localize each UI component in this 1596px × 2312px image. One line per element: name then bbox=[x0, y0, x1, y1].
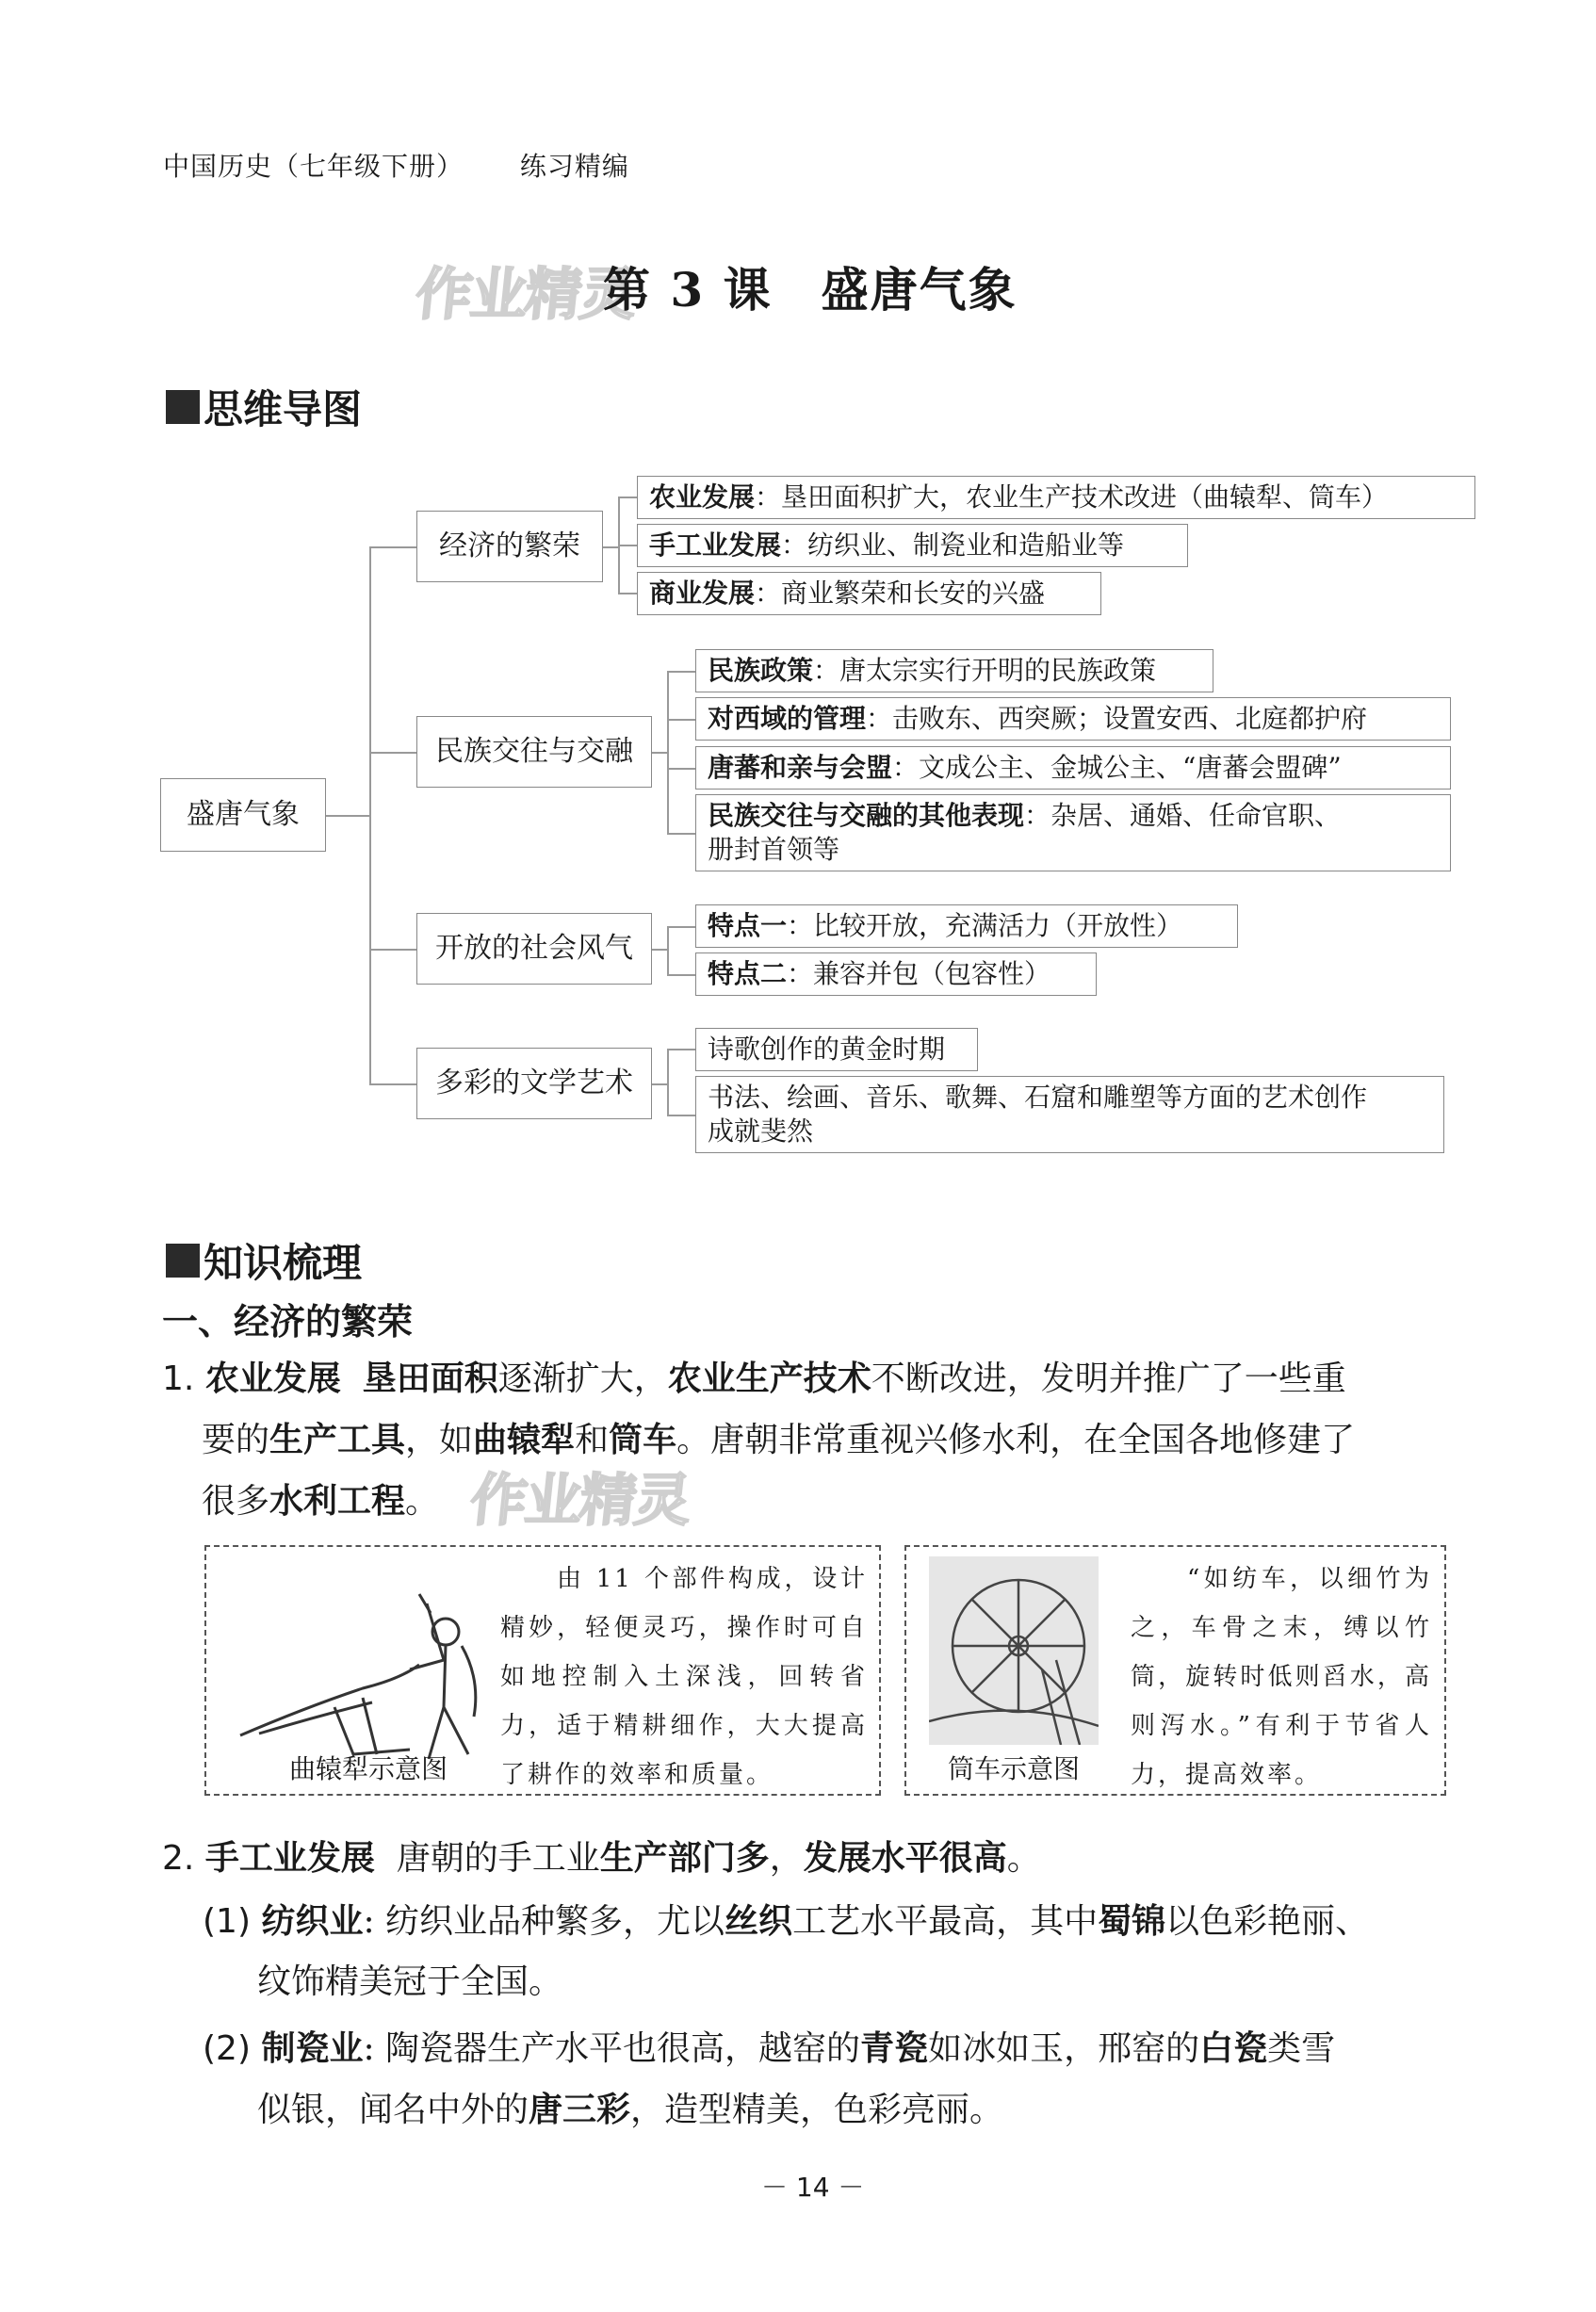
figure-caption: 曲辕犁示意图 bbox=[289, 1753, 448, 1784]
figure-caption: 筒车示意图 bbox=[948, 1753, 1081, 1784]
mindmap-branch-arts: 多彩的文学艺术 bbox=[416, 1048, 652, 1119]
text-run: 。 bbox=[1006, 1839, 1041, 1878]
mindmap-leaf: 商业发展：商业繁荣和长安的兴盛 bbox=[637, 572, 1101, 615]
paragraph-porcelain: (2) 制瓷业: 陶瓷器生产水平也很高，越窑的青瓷如冰如玉，邢窑的白瓷类雪 似银，闻名中外的唐三彩，造型精美，色彩亮丽。 bbox=[203, 2028, 1336, 2129]
water-wheel-description: “如纺车，以细竹为之，车骨之末，缚以竹筒，旋转时低则舀水，高则泻水。”有利于节省人力，提高效率。 bbox=[1131, 1565, 1432, 1789]
mindmap-leaf: 对西域的管理：击败东、西突厥；设置安西、北庭都护府 bbox=[695, 697, 1451, 741]
text-run: 工艺水平最高，其中 bbox=[792, 1902, 1099, 1941]
text-run: 以色彩艳丽、 bbox=[1165, 1902, 1370, 1941]
key-term: 垦田面积 bbox=[362, 1359, 498, 1398]
square-bullet-icon bbox=[166, 1244, 200, 1278]
text-run: 。 bbox=[405, 1482, 440, 1521]
watermark: 作业精灵 bbox=[412, 262, 639, 328]
mindmap-branch-ethnic: 民族交往与交融 bbox=[416, 716, 652, 788]
text-run: 和 bbox=[575, 1421, 610, 1459]
water-wheel-illustration-icon bbox=[929, 1556, 1099, 1745]
mindmap-branch-economy: 经济的繁荣 bbox=[416, 511, 603, 582]
mindmap-root: 盛唐气象 bbox=[160, 778, 326, 852]
running-header bbox=[163, 146, 629, 184]
figure-curved-plow bbox=[204, 1545, 881, 1796]
key-term: 水利工程 bbox=[269, 1481, 406, 1521]
page-number: － 14 － bbox=[761, 2172, 865, 2203]
key-term: 发展水平很高 bbox=[803, 1838, 1007, 1878]
mindmap-branch-social: 开放的社会风气 bbox=[416, 913, 652, 985]
paragraph-textile: (1) 纺织业: 纺织业品种繁多，尤以丝织工艺水平最高，其中蜀锦以色彩艳丽、 纹饰精美冠于全国。 bbox=[203, 1901, 1370, 2001]
plow-description: 由 11 个部件构成，设计精妙，轻便灵巧，操作时可自如地控制入土深浅，回转省力，适于精耕细作，大大提高了耕作的效率和质量。 bbox=[500, 1565, 868, 1789]
paragraph-handicraft: 2. 手工业发展 唐朝的手工业生产部门多，发展水平很高。 bbox=[162, 1838, 1041, 1878]
plow-illustration-icon bbox=[221, 1566, 523, 1773]
section-heading-mindmap: 思维导图 bbox=[166, 379, 362, 435]
paragraph-agriculture: 1. 农业发展 垦田面积逐渐扩大，农业生产技术不断改进，发明并推广了一些重 要的生产工具，如曲辕犁和筒车。唐朝非常重视兴修水利，在全国各地修建了 很多水利工程。 bbox=[162, 1359, 1356, 1521]
mindmap-leaf: 手工业发展：纺织业、制瓷业和造船业等 bbox=[637, 524, 1188, 567]
text-run: 如冰如玉，邢窑的 bbox=[928, 2029, 1200, 2068]
mindmap-leaf: 民族政策：唐太宗实行开明的民族政策 bbox=[695, 649, 1213, 692]
mindmap-leaf: 诗歌创作的黄金时期 bbox=[695, 1028, 978, 1071]
key-term: 曲辕犁 bbox=[473, 1420, 576, 1459]
key-term: 蜀锦 bbox=[1098, 1901, 1166, 1941]
watermark: 作业精灵 bbox=[466, 1468, 693, 1534]
mindmap-leaf: 唐蕃和亲与会盟：文成公主、金城公主、“唐蕃会盟碑” bbox=[695, 746, 1451, 790]
mindmap-leaf: 特点一：比较开放，充满活力（开放性） bbox=[695, 904, 1238, 948]
key-term: 筒车 bbox=[609, 1420, 677, 1459]
text-run: 纹饰精美冠于全国。 bbox=[257, 1962, 563, 2001]
key-term: 青瓷 bbox=[860, 2028, 929, 2068]
key-term: 白瓷 bbox=[1199, 2028, 1268, 2068]
book-title: 中国历史（七年级下册） bbox=[163, 151, 464, 182]
text-run: 似银，闻名中外的 bbox=[257, 2091, 529, 2129]
text-run: ，如 bbox=[405, 1421, 474, 1459]
text-run: 唐朝的手工业 bbox=[396, 1839, 600, 1878]
text-run: ， bbox=[769, 1839, 804, 1878]
square-bullet-icon bbox=[166, 390, 200, 424]
key-term: 丝织 bbox=[725, 1901, 793, 1941]
subsection-heading: 一、经济的繁荣 bbox=[162, 1300, 414, 1343]
text-run: 。唐朝非常重视兴修水利，在全国各地修建了 bbox=[676, 1421, 1356, 1459]
key-term: 生产工具 bbox=[269, 1420, 406, 1459]
key-term: 生产部门多 bbox=[599, 1838, 770, 1878]
text-run: ，造型精美，色彩亮丽。 bbox=[630, 2091, 1004, 2129]
mindmap-leaf: 书法、绘画、音乐、歌舞、石窟和雕塑等方面的艺术创作 成就斐然 bbox=[695, 1076, 1444, 1153]
section-heading-knowledge: 知识梳理 bbox=[166, 1232, 362, 1289]
lesson-title: 第 3 课 盛唐气象 bbox=[603, 262, 1018, 317]
mindmap-leaf: 农业发展：垦田面积扩大，农业生产技术改进（曲辕犁、筒车） bbox=[637, 476, 1475, 519]
text-run: : 纺织业品种繁多，尤以 bbox=[363, 1902, 725, 1941]
mindmap-leaf: 特点二：兼容并包（包容性） bbox=[695, 952, 1097, 996]
key-term: 农业生产技术 bbox=[667, 1359, 871, 1398]
key-term: 唐三彩 bbox=[529, 2090, 631, 2129]
mindmap-leaf: 民族交往与交融的其他表现：杂居、通婚、任命官职、 册封首领等 bbox=[695, 794, 1451, 871]
text-run: 逐渐扩大， bbox=[497, 1360, 668, 1398]
text-run: 要的 bbox=[202, 1421, 270, 1459]
text-run: : 陶瓷器生产水平也很高，越窑的 bbox=[363, 2029, 861, 2068]
series-title: 练习精编 bbox=[519, 151, 629, 182]
text-run: 不断改进，发明并推广了一些重 bbox=[871, 1360, 1346, 1398]
figure-water-wheel bbox=[904, 1545, 1446, 1796]
text-run: 类雪 bbox=[1267, 2029, 1336, 2068]
text-run: 很多 bbox=[202, 1482, 270, 1521]
